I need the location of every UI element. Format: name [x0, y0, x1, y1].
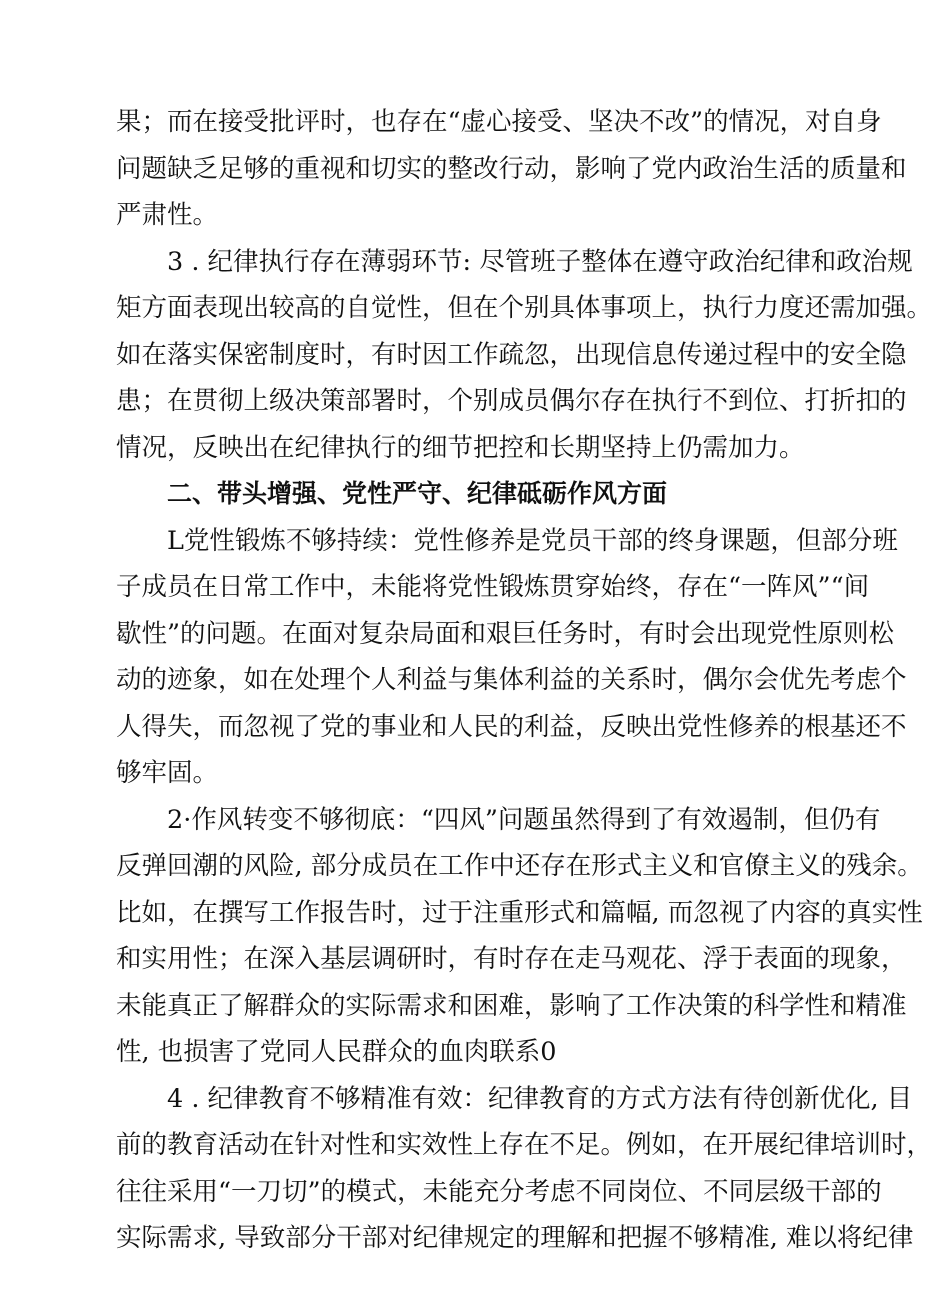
- text-line: 情况，反映出在纪律执行的细节把控和长期坚持上仍需加力。: [116, 432, 805, 463]
- text-line: 子成员在日常工作中，未能将党性锻炼贯穿始终，存在“一阵风”“间: [116, 572, 870, 602]
- text-line: 比如，在撰写工作报告时，过于注重形式和篇幅, 而忽视了内容的真实性: [116, 897, 923, 928]
- text-line: 矩方面表现出较高的自觉性，但在个别具体事项上，执行力度还需加强。: [116, 293, 932, 323]
- text-line: 实际需求, 导致部分干部对纪律规定的理解和把握不够精准, 难以将纪律: [116, 1223, 914, 1253]
- paragraph-start-1: L党性锻炼不够持续：党性修养是党员干部的终身课题，但部分班: [167, 525, 898, 556]
- text-line: 如在落实保密制度时，有时因工作疏忽，出现信息传递过程中的安全隐: [116, 339, 907, 370]
- text-line: 往往采用“一刀切”的模式，未能充分考虑不同岗位、不同层级干部的: [116, 1176, 882, 1207]
- paragraph-start-3: 3 . 纪律执行存在薄弱环节: 尽管班子整体在遵守政治纪律和政治规: [167, 246, 913, 277]
- text-line: 未能真正了解群众的实际需求和困难，影响了工作决策的科学性和精准: [116, 990, 907, 1021]
- text-line: 歇性”的问题。在面对复杂局面和艰巨任务时，有时会出现党性原则松: [116, 618, 895, 649]
- text-line: 性, 也损害了党同人民群众的血肉联系0: [116, 1037, 557, 1067]
- text-line: 反弹回潮的风险, 部分成员在工作中还存在形式主义和官僚主义的残余。: [116, 851, 923, 881]
- text-line: 人得失，而忽视了党的事业和人民的利益，反映出党性修养的根基还不: [116, 711, 907, 742]
- text-line: 和实用性；在深入基层调研时，有时存在走马观花、浮于表面的现象，: [116, 944, 907, 974]
- text-line: 前的教育活动在针对性和实效性上存在不足。例如，在开展纪律培训时，: [116, 1130, 932, 1160]
- text-line: 够牢固。: [116, 758, 219, 788]
- text-line: 动的迹象，如在处理个人利益与集体利益的关系时，偶尔会优先考虑个: [116, 665, 907, 695]
- section-heading: 二、带头增强、党性严守、纪律砥砺作风方面: [167, 479, 668, 508]
- text-line: 严肃性。: [116, 200, 219, 230]
- document-body: [116, 99, 932, 1262]
- text-line: 患；在贯彻上级决策部署时，个别成员偶尔存在执行不到位、打折扣的: [116, 386, 907, 416]
- paragraph-start-2: 2·作风转变不够彻底：“四风”问题虽然得到了有效遏制，但仍有: [167, 804, 881, 835]
- paragraph-start-4: 4 . 纪律教育不够精准有效：纪律教育的方式方法有待创新优化, 目: [167, 1083, 913, 1114]
- text-line: 果；而在接受批评时，也存在“虚心接受、坚决不改”的情况，对自身: [116, 107, 882, 137]
- text-line: 问题缺乏足够的重视和切实的整改行动，影响了党内政治生活的质量和: [116, 153, 907, 184]
